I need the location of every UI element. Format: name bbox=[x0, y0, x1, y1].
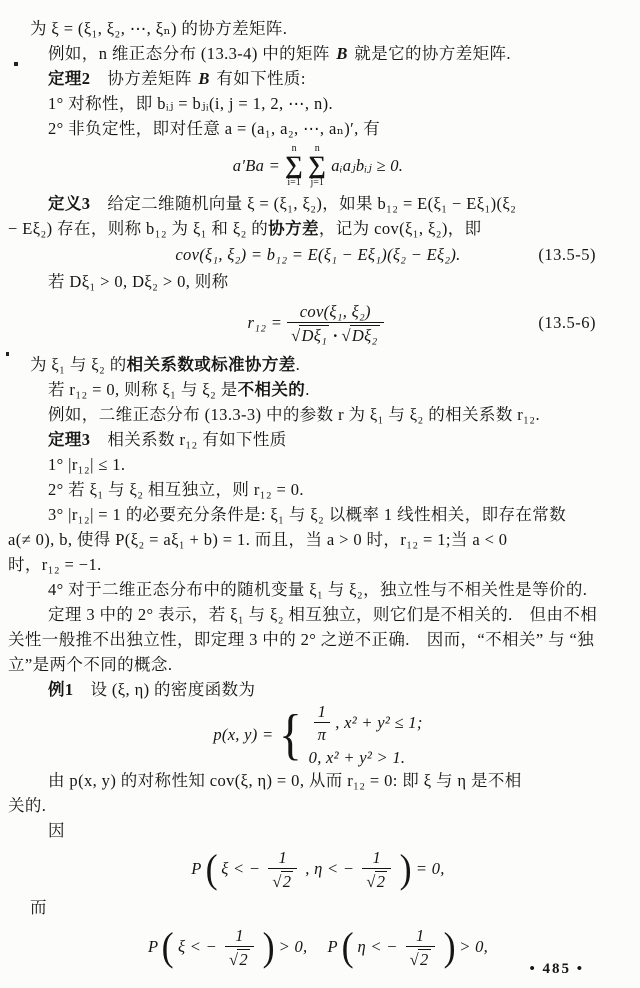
fraction-one-over-sqrt2 bbox=[362, 848, 391, 891]
radicand: 2 bbox=[282, 871, 292, 891]
equation-tail: > 0, bbox=[459, 937, 489, 956]
radicand: 2 bbox=[376, 871, 386, 891]
multiplication-dot: · bbox=[333, 325, 338, 345]
probability-symbol: P bbox=[147, 937, 159, 956]
line-correlation-name bbox=[8, 352, 628, 377]
sum-lower-limit: j=1 bbox=[310, 177, 324, 188]
line-variance-condition: 若 Dξ₁ > 0, Dξ₂ > 0, 则称 bbox=[48, 272, 229, 291]
case-row-2: 0, x² + y² > 1. bbox=[308, 747, 406, 767]
equation-lhs: p(x, y) = bbox=[213, 725, 274, 744]
left-paren-icon: ( bbox=[205, 846, 218, 891]
text-segment: ，记为 cov(ξ₁, ξ₂)，即 bbox=[318, 219, 482, 238]
sum-upper-limit: n bbox=[314, 143, 320, 154]
line-discussion-3: 立”是两个不同的概念. bbox=[8, 655, 173, 674]
radical-icon: √ bbox=[291, 325, 301, 345]
line-whereas: 而 bbox=[30, 898, 47, 917]
line-theorem3-property-2: 2° 若 ξ₁ 与 ξ₂ 相互独立，则 r₁₂ = 0. bbox=[48, 480, 304, 499]
line-discussion-2: 关性一般推不出独立性，即定理 3 中的 2° 之逆不正确. 因而，“不相关” 与 “独 bbox=[8, 630, 595, 649]
line-example-parameter-r: 例如，二维正态分布 (13.3-3) 中的参数 r 为 ξ₁ 与 ξ₂ 的相关系数 r₁₂. bbox=[48, 405, 540, 424]
scan-artifact-dot bbox=[14, 62, 18, 66]
page-number: • 485 • bbox=[529, 961, 584, 977]
covariance-term-bold: 协方差 bbox=[268, 219, 319, 238]
line-theorem3-property-4: 4° 对于二维正态分布中的随机变量 ξ₁ 与 ξ₂，独立性与不相关性是等价的. bbox=[48, 580, 588, 599]
line-symmetry-conclusion-2: 关的. bbox=[8, 796, 47, 815]
matrix-b-symbol: B bbox=[336, 44, 348, 63]
equation-lhs: r₁₂ = bbox=[247, 313, 283, 332]
equation-number-13-5-6: (13.5-6) bbox=[538, 313, 596, 332]
fraction-denominator bbox=[268, 868, 297, 891]
line-theorem3-property-3b: a(≠ 0), b, 使得 P(ξ₂ = aξ₁ + b) = 1. 而且，当 a > 0 时，r₁₂ = 1;当 a < 0 bbox=[8, 530, 508, 549]
inequality-segment: ξ < − bbox=[177, 937, 218, 956]
text-segment: 相关系数 r₁₂ 有如下性质 bbox=[90, 430, 287, 449]
right-paren-icon: ) bbox=[443, 924, 456, 969]
text-segment: 设 (ξ, η) 的密度函数为 bbox=[73, 680, 256, 699]
line-because: 因 bbox=[48, 821, 65, 840]
text-segment: − Eξ₂) 存在，则称 b₁₂ 为 ξ₁ 和 ξ₂ 的 bbox=[8, 219, 269, 238]
radical-icon: √ bbox=[366, 871, 376, 891]
line-theorem-2 bbox=[8, 66, 628, 91]
fraction-numerator: 1 bbox=[235, 925, 244, 945]
fraction bbox=[287, 302, 383, 345]
equation-body: cov(ξ₁, ξ₂) = b₁₂ = E(ξ₁ − Eξ₁)(ξ₂ − Eξ₂). bbox=[175, 245, 461, 264]
radicand: Dξ₁ bbox=[301, 325, 328, 345]
summation-j bbox=[308, 144, 326, 188]
line-theorem-3 bbox=[8, 427, 628, 452]
radicand: Dξ₂ bbox=[351, 325, 378, 345]
fraction-one-over-sqrt2 bbox=[268, 848, 297, 891]
sum-upper-limit: n bbox=[291, 143, 297, 154]
line-property-symmetry: 1° 对称性，即 bᵢⱼ = bⱼᵢ(i, j = 1, 2, ⋯, n). bbox=[48, 94, 334, 113]
fraction-numerator: 1 bbox=[278, 847, 288, 867]
equation-density-function bbox=[8, 702, 628, 768]
summation-i bbox=[285, 144, 303, 188]
radical-icon: √ bbox=[229, 949, 239, 969]
theorem-3-label: 定理3 bbox=[48, 430, 91, 449]
text-segment: 协方差矩阵 bbox=[90, 69, 197, 88]
left-paren-icon: ( bbox=[162, 924, 175, 969]
probability-symbol: P bbox=[327, 937, 338, 956]
equation-covariance-definition bbox=[8, 241, 628, 269]
equation-lhs: a′Ba = bbox=[232, 156, 281, 175]
fraction-numerator: 1 bbox=[317, 701, 327, 721]
fraction-one-over-sqrt2 bbox=[225, 926, 254, 969]
uncorrelated-term-bold: 不相关的 bbox=[237, 380, 306, 399]
text-segment: 为 ξ₁ 与 ξ₂ 的 bbox=[30, 355, 127, 374]
line-theorem3-property-3c: 时，r₁₂ = −1. bbox=[8, 555, 102, 574]
text-segment: 若 r₁₂ = 0, 则称 ξ₁ 与 ξ₂ 是 bbox=[48, 380, 238, 399]
equation-joint-probability-zero bbox=[8, 843, 628, 895]
matrix-b-symbol: B bbox=[198, 69, 210, 88]
fraction-denominator: π bbox=[314, 722, 331, 744]
equation-number-13-5-5: (13.5-5) bbox=[538, 245, 596, 264]
text-segment: . bbox=[295, 355, 301, 374]
example-1-label: 例1 bbox=[48, 680, 74, 699]
cases-brace-icon: { bbox=[279, 704, 303, 766]
probability-symbol: P bbox=[191, 859, 202, 878]
inequality-segment: η < − bbox=[357, 937, 398, 956]
fraction-denominator bbox=[225, 946, 254, 969]
radicand: 2 bbox=[239, 949, 248, 969]
cases-block bbox=[309, 702, 423, 769]
radical-icon: √ bbox=[272, 871, 282, 891]
fraction-numerator: 1 bbox=[415, 925, 425, 945]
case-row-1 bbox=[309, 702, 423, 744]
radicand: 2 bbox=[420, 949, 429, 969]
right-paren-icon: ) bbox=[399, 846, 413, 891]
left-paren-icon: ( bbox=[341, 924, 354, 969]
equation-quadratic-form bbox=[8, 141, 628, 191]
text-segment: . bbox=[305, 380, 310, 399]
fraction-denominator bbox=[406, 946, 435, 969]
equation-correlation-coefficient bbox=[8, 294, 628, 352]
text-segment: 给定二维随机向量 ξ = (ξ₁, ξ₂)，如果 b₁₂ = E(ξ₁ − Eξ₁)(ξ₂ bbox=[90, 194, 517, 213]
line-definition-3-part2 bbox=[8, 216, 628, 241]
line-discussion-1: 定理 3 中的 2° 表示，若 ξ₁ 与 ξ₂ 相互独立，则它们是不相关的. 但由不相 bbox=[48, 605, 598, 624]
line-uncorrelated-definition bbox=[8, 377, 628, 402]
line-definition-3-part1 bbox=[8, 191, 628, 216]
fraction-one-over-sqrt2 bbox=[406, 926, 435, 969]
fraction bbox=[314, 702, 331, 744]
inequality-segment: ξ < − bbox=[221, 859, 261, 878]
sigma-icon: ∑ bbox=[308, 152, 327, 179]
radical-icon: √ bbox=[409, 949, 420, 969]
theorem-2-label: 定理2 bbox=[48, 69, 91, 88]
scan-artifact-dot bbox=[6, 352, 9, 356]
line-example-1 bbox=[8, 677, 628, 702]
radical-icon: √ bbox=[341, 325, 351, 345]
equation-rhs: aᵢaⱼbᵢⱼ ≥ 0. bbox=[331, 156, 404, 175]
equation-tail: = 0, bbox=[415, 859, 445, 878]
line-theorem3-property-1: 1° |r₁₂| ≤ 1. bbox=[48, 455, 126, 474]
fraction-numerator: 1 bbox=[372, 847, 382, 867]
text-segment: 有如下性质: bbox=[211, 69, 306, 88]
text-segment: 例如，n 维正态分布 (13.3-4) 中的矩阵 bbox=[48, 44, 335, 63]
case-condition: , x² + y² ≤ 1; bbox=[335, 712, 423, 732]
line-property-nonnegative: 2° 非负定性，即对任意 a = (a₁, a₂, ⋯, aₙ)′, 有 bbox=[48, 119, 381, 138]
fraction-denominator bbox=[287, 322, 383, 345]
fraction-numerator: cov(ξ₁, ξ₂) bbox=[299, 301, 371, 321]
sum-lower-limit: i=1 bbox=[287, 177, 301, 188]
right-paren-icon: ) bbox=[262, 924, 275, 969]
inequality-segment: , η < − bbox=[305, 859, 355, 878]
sigma-icon: ∑ bbox=[285, 152, 304, 179]
line-covariance-matrix-continuation: 为 ξ = (ξ₁, ξ₂, ⋯, ξₙ) 的协方差矩阵. bbox=[30, 19, 288, 38]
equation-tail: > 0, bbox=[278, 937, 308, 956]
line-example-normal-distribution bbox=[8, 41, 628, 66]
correlation-term-bold: 相关系数或标准协方差 bbox=[126, 355, 296, 374]
text-segment: 就是它的协方差矩阵. bbox=[349, 44, 511, 63]
line-theorem3-property-3a: 3° |r₁₂| = 1 的必要充分条件是: ξ₁ 与 ξ₂ 以概率 1 线性相关，即存在常数 bbox=[48, 505, 567, 524]
fraction-denominator bbox=[362, 868, 391, 891]
line-symmetry-conclusion-1: 由 p(x, y) 的对称性知 cov(ξ, η) = 0, 从而 r₁₂ = 0: 即 ξ 与 η 是不相 bbox=[48, 771, 522, 790]
definition-3-label: 定义3 bbox=[48, 194, 91, 213]
